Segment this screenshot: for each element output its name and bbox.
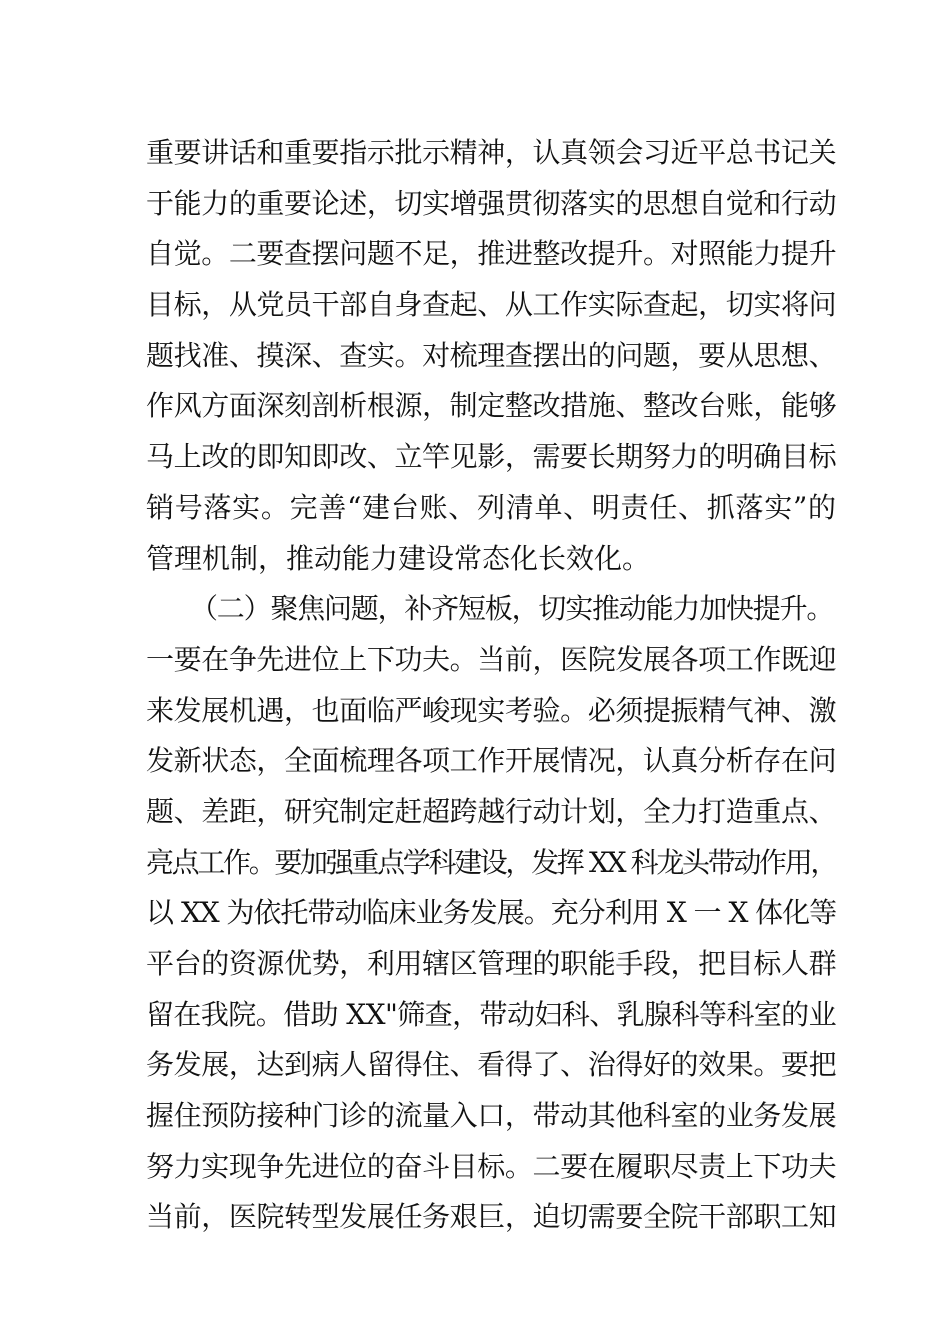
- text-line: 目标，从党员干部自身查起、从工作实际查起，切实将问: [146, 288, 836, 322]
- text-line: 题找准、摸深、查实。对梳理查摆出的问题，要从思想、: [146, 338, 836, 372]
- text-line: 努力实现争先进位的奋斗目标。二要在履职尽责上下功夫: [146, 1149, 836, 1183]
- text-line: 平台的资源优势，利用辖区管理的职能手段，把目标人群: [146, 947, 836, 980]
- text-line: 销号落实。完善“建台账、列清单、明责任、抓落实”的: [146, 490, 836, 524]
- text-line: 留在我院。借助 XX"筛查，带动妇科、乳腺科等科室的业: [146, 997, 836, 1031]
- text-line: 来发展机遇，也面临严峻现实考验。必须提振精气神、激: [146, 693, 836, 727]
- text-line: 一要在争先进位上下功夫。当前，医院发展各项工作既迎: [146, 642, 836, 676]
- text-line: 握住预防接种门诊的流量入口，带动其他科室的业务发展: [146, 1099, 836, 1133]
- text-line: 重要讲话和重要指示批示精神，认真领会习近平总书记关: [146, 136, 836, 169]
- text-line: 亮点工作。要加强重点学科建设，发挥 XX 科龙头带动作用，: [146, 845, 836, 879]
- text-line: 题、差距，研究制定赶超跨越行动计划，全力打造重点、: [146, 794, 836, 828]
- text-line: 自觉。二要查摆问题不足，推进整改提升。对照能力提升: [146, 237, 836, 271]
- text-line: 以 XX 为依托带动临床业务发展。充分利用 X 一 X 体化等: [146, 896, 836, 930]
- text-line: 务发展，达到病人留得住、看得了、治得好的效果。要把: [146, 1048, 836, 1082]
- body-text: [146, 128, 836, 1243]
- text-line: 当前，医院转型发展任务艰巨，迫切需要全院干部职工知: [146, 1200, 836, 1234]
- text-line: 作风方面深刻剖析根源，制定整改措施、整改台账，能够: [146, 389, 836, 423]
- paragraph-end-line: 管理机制，推动能力建设常态化长效化。: [146, 541, 651, 575]
- section-heading-line: （二）聚焦问题，补齐短板，切实推动能力加快提升。: [190, 592, 834, 626]
- text-line: 发新状态，全面梳理各项工作开展情况，认真分析存在问: [146, 744, 836, 778]
- text-line: 马上改的即知即改、立竿见影，需要长期努力的明确目标: [146, 440, 836, 474]
- text-line: 于能力的重要论述，切实增强贯彻落实的思想自觉和行动: [146, 186, 836, 220]
